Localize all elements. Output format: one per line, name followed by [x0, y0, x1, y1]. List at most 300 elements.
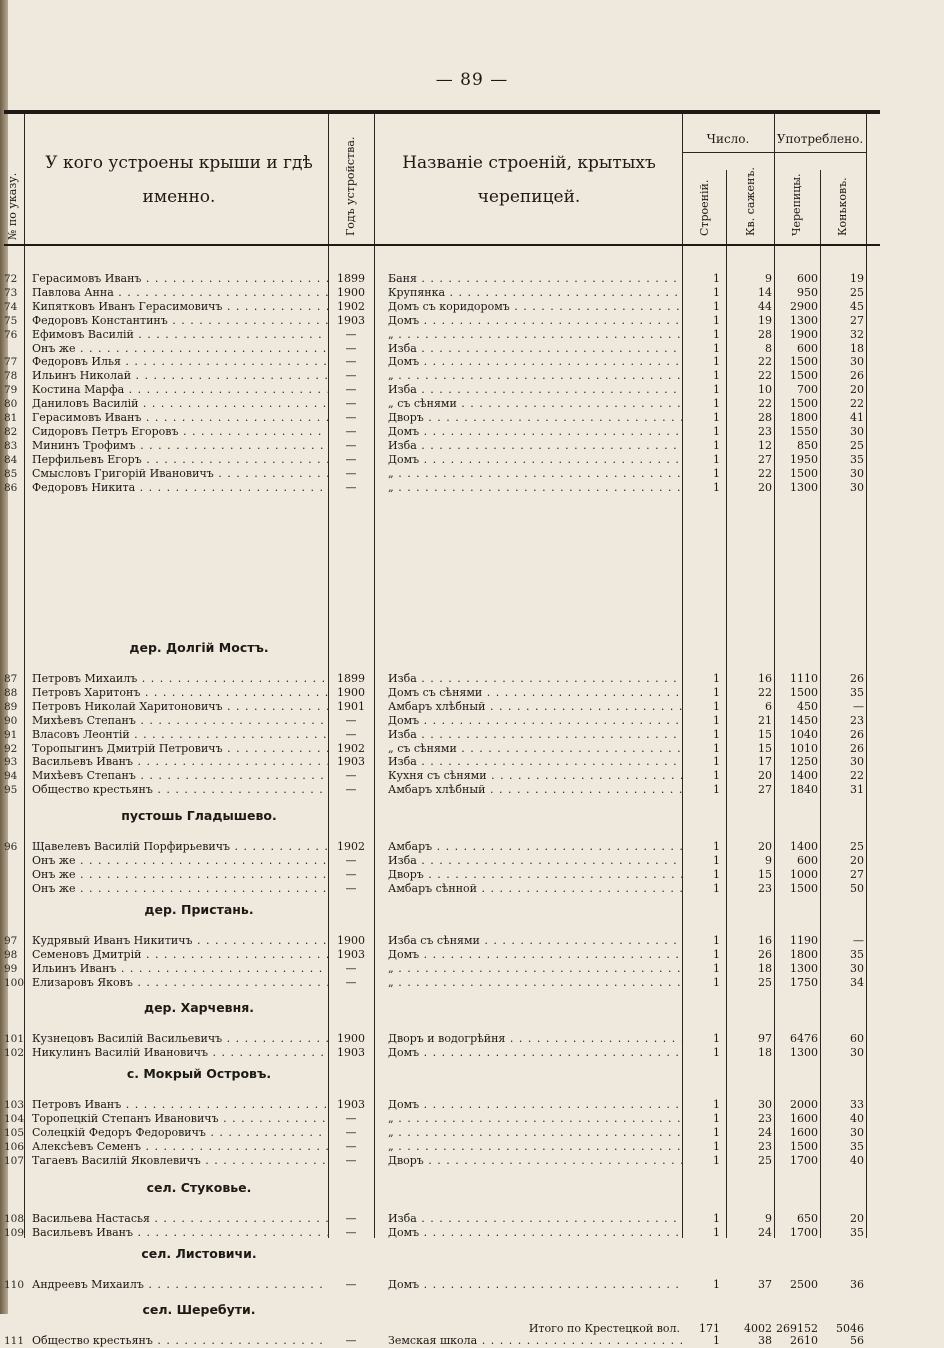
- building-count: 1: [713, 672, 720, 685]
- ridge-tiles-used: 60: [850, 1032, 864, 1045]
- building-name: Домъ . . .: [388, 948, 682, 962]
- table-row: [4, 383, 880, 397]
- row-number: 88: [4, 686, 18, 699]
- year-built: —: [345, 411, 357, 424]
- table-row: [4, 1046, 880, 1060]
- table-row: [4, 467, 880, 481]
- table-row: [4, 882, 880, 896]
- tiles-used: 1300: [790, 961, 818, 975]
- square-sazhen: 27: [758, 783, 772, 797]
- tiles-used: 850: [797, 438, 818, 452]
- tiles-used: 1900: [790, 327, 818, 341]
- ridge-tiles-used: 27: [850, 867, 864, 881]
- building-count: 1: [713, 466, 720, 480]
- ridge-tiles-used: 22: [850, 397, 864, 411]
- year-built: —: [345, 769, 357, 783]
- owner-name: Петровъ Иванъ . . .: [32, 1098, 328, 1112]
- ridge-tiles-used: 26: [850, 727, 864, 741]
- year-built: —: [345, 867, 357, 881]
- building-count: 1: [713, 727, 720, 741]
- owner-name: Ильинъ Иванъ . . .: [32, 962, 328, 976]
- building-count: 1: [713, 411, 720, 424]
- building-count: 1: [713, 285, 720, 299]
- square-sazhen: 12: [758, 438, 772, 452]
- owner-name: Даниловъ Василій . . .: [32, 397, 328, 411]
- ridge-tiles-used: 45: [850, 299, 864, 313]
- table-row: [4, 868, 880, 882]
- owner-name: Федоровъ Никита . . .: [32, 481, 328, 495]
- year-built: 1900: [337, 285, 365, 299]
- ridge-tiles-used: 34: [850, 975, 864, 989]
- row-number: 77: [4, 356, 18, 369]
- tiles-used: 1500: [790, 369, 818, 383]
- tiles-used: 1750: [790, 975, 818, 989]
- building-name: „ . . .: [388, 1126, 682, 1140]
- tiles-used: 2900: [790, 299, 818, 313]
- year-built: 1903: [337, 1098, 365, 1111]
- square-sazhen: 24: [758, 1225, 772, 1239]
- square-sazhen: 28: [758, 411, 772, 424]
- year-built: 1903: [337, 313, 365, 327]
- tiles-used: 1600: [790, 1125, 818, 1139]
- building-count: 1: [713, 341, 720, 355]
- building-name: Изба . . .: [388, 383, 682, 397]
- ridge-tiles-used: 31: [850, 783, 864, 797]
- row-number: 92: [4, 742, 18, 755]
- building-count: 1: [713, 961, 720, 975]
- building-name: „ . . .: [388, 962, 682, 976]
- building-count: 1: [713, 1125, 720, 1139]
- table-row: [4, 272, 880, 286]
- square-sazhen: 22: [758, 685, 772, 699]
- year-built: —: [345, 466, 357, 480]
- tiles-used: 1000: [790, 867, 818, 881]
- building-name: Дворъ . . .: [388, 868, 682, 882]
- year-built: —: [345, 341, 357, 355]
- building-name: Домъ . . .: [388, 453, 682, 467]
- year-built: 1903: [337, 1045, 365, 1059]
- owner-name: Смысловъ Григорій Ивановичъ . . .: [32, 467, 328, 481]
- building-name: Изба . . .: [388, 672, 682, 686]
- table-top-rule: [4, 110, 880, 114]
- row-number: 94: [4, 770, 18, 783]
- tiles-used: 2610: [790, 1334, 818, 1347]
- year-built: —: [345, 424, 357, 438]
- owner-name: Общество крестьянъ . . .: [32, 1334, 328, 1348]
- building-count: 1: [713, 713, 720, 727]
- square-sazhen: 21: [758, 713, 772, 727]
- owner-name: Солецкій Федоръ Федоровичъ . . .: [32, 1126, 328, 1140]
- year-built: —: [345, 397, 357, 411]
- table-row: [4, 300, 880, 314]
- building-name: Крупянка . . .: [388, 286, 682, 300]
- building-name: Амбаръ сѣнной . . .: [388, 882, 682, 896]
- building-count: 1: [713, 1278, 720, 1291]
- year-built: 1903: [337, 947, 365, 961]
- owner-name: Васильева Настасья . . .: [32, 1212, 328, 1226]
- year-built: —: [345, 1225, 357, 1239]
- ridge-tiles-used: 50: [850, 881, 864, 895]
- building-count: 1: [713, 881, 720, 895]
- ridge-tiles-used: 41: [850, 411, 864, 424]
- data-table: [4, 110, 880, 1347]
- table-row: [4, 1278, 880, 1292]
- year-built: —: [345, 480, 357, 494]
- row-number: 110: [4, 1279, 25, 1291]
- building-count: 1: [713, 741, 720, 755]
- building-name: Дворъ . . .: [388, 1154, 682, 1168]
- building-name: „ . . .: [388, 467, 682, 481]
- row-number: 74: [4, 300, 18, 313]
- total-ridge: 5046: [836, 1322, 864, 1335]
- owner-name: Онъ же . . .: [32, 854, 328, 868]
- tiles-used: 950: [797, 285, 818, 299]
- table-row: [4, 1098, 880, 1112]
- table-row: [4, 854, 880, 868]
- building-name: Домъ съ коридоромъ . . .: [388, 300, 682, 314]
- row-number: 106: [4, 1140, 25, 1153]
- total-count: 171: [699, 1322, 720, 1335]
- tiles-used: 2500: [790, 1278, 818, 1291]
- ridge-tiles-used: 35: [850, 947, 864, 961]
- building-count: 1: [713, 383, 720, 397]
- row-number: 84: [4, 453, 18, 466]
- square-sazhen: 26: [758, 947, 772, 961]
- tiles-used: 1700: [790, 1153, 818, 1167]
- tiles-used: 700: [797, 383, 818, 397]
- section-heading: сел. Шеребути.: [142, 1302, 256, 1317]
- year-built: —: [345, 327, 357, 341]
- row-number: 91: [4, 728, 18, 741]
- square-sazhen: 30: [758, 1098, 772, 1111]
- owner-name: Петровъ Николай Харитоновичъ . . .: [32, 700, 328, 714]
- square-sazhen: 6: [765, 699, 772, 713]
- year-built: —: [345, 1212, 357, 1225]
- building-count: 1: [713, 1334, 720, 1347]
- building-name: Домъ . . .: [388, 1098, 682, 1112]
- table-row: [4, 686, 880, 700]
- square-sazhen: 28: [758, 327, 772, 341]
- building-name: Изба . . .: [388, 1212, 682, 1226]
- table-row: [4, 755, 880, 769]
- ridge-tiles-used: 35: [850, 1139, 864, 1153]
- building-count: 1: [713, 685, 720, 699]
- year-built: —: [345, 1334, 357, 1347]
- table-row: [4, 425, 880, 439]
- square-sazhen: 38: [758, 1334, 772, 1347]
- tiles-used: 1500: [790, 466, 818, 480]
- tiles-used: 1190: [790, 934, 818, 947]
- building-count: 1: [713, 840, 720, 853]
- square-sazhen: 15: [758, 867, 772, 881]
- building-count: 1: [713, 853, 720, 867]
- ridge-tiles-used: 18: [850, 341, 864, 355]
- square-sazhen: 22: [758, 369, 772, 383]
- section-heading: пустошь Гладышево.: [121, 808, 277, 823]
- tiles-used: 600: [797, 853, 818, 867]
- building-name: „ . . .: [388, 369, 682, 383]
- ridge-tiles-used: 30: [850, 355, 864, 369]
- owner-name: Кузнецовъ Василій Васильевичъ . . .: [32, 1032, 328, 1046]
- building-count: 1: [713, 1111, 720, 1125]
- year-built: —: [345, 369, 357, 383]
- square-sazhen: 25: [758, 1153, 772, 1167]
- square-sazhen: 9: [765, 272, 772, 285]
- table-row: [4, 369, 880, 383]
- row-number: 83: [4, 439, 18, 452]
- year-built: —: [345, 975, 357, 989]
- square-sazhen: 17: [758, 755, 772, 769]
- building-name: Амбаръ . . .: [388, 840, 682, 854]
- building-name: Изба . . .: [388, 342, 682, 356]
- tiles-used: 1800: [790, 411, 818, 424]
- ridge-tiles-used: 36: [850, 1278, 864, 1291]
- ridge-tiles-used: —: [853, 699, 864, 713]
- tiles-used: 1040: [790, 727, 818, 741]
- section-heading: дер. Долгій Мостъ.: [129, 640, 269, 655]
- table-row: [4, 672, 880, 686]
- row-number: 85: [4, 467, 18, 480]
- owner-name: Онъ же . . .: [32, 868, 328, 882]
- year-built: —: [345, 1111, 357, 1125]
- row-number: 109: [4, 1226, 25, 1239]
- row-number: 86: [4, 481, 18, 494]
- building-count: 1: [713, 313, 720, 327]
- year-built: 1901: [337, 699, 365, 713]
- tiles-used: 1400: [790, 769, 818, 783]
- table-row: [4, 328, 880, 342]
- square-sazhen: 23: [758, 881, 772, 895]
- table-row: [4, 1140, 880, 1154]
- header-used-group: Употреблено.: [776, 132, 864, 146]
- building-count: 1: [713, 1212, 720, 1225]
- building-count: 1: [713, 867, 720, 881]
- total-sq: 4002: [744, 1322, 772, 1335]
- tiles-used: 1600: [790, 1111, 818, 1125]
- year-built: 1900: [337, 685, 365, 699]
- row-number: 87: [4, 673, 18, 685]
- tiles-used: 1950: [790, 452, 818, 466]
- tiles-used: 2000: [790, 1098, 818, 1111]
- table-row: [4, 355, 880, 369]
- row-number: 81: [4, 412, 18, 424]
- table-row: [4, 769, 880, 783]
- year-built: —: [345, 713, 357, 727]
- square-sazhen: 18: [758, 961, 772, 975]
- row-number: 95: [4, 784, 18, 797]
- year-built: 1899: [337, 672, 365, 685]
- building-name: Изба . . .: [388, 755, 682, 769]
- ridge-tiles-used: 35: [850, 685, 864, 699]
- row-number: 101: [4, 1033, 25, 1045]
- owner-name: Онъ же . . .: [32, 342, 328, 356]
- ridge-tiles-used: —: [853, 934, 864, 947]
- year-built: —: [345, 727, 357, 741]
- header-building: Названіе строеній, крытыхъ черепицей.: [402, 153, 656, 207]
- building-name: „ . . .: [388, 1112, 682, 1126]
- header-tiles: Черепицы.: [790, 173, 803, 236]
- tiles-used: 1450: [790, 713, 818, 727]
- owner-name: Кипятковъ Иванъ Герасимовичъ . . .: [32, 300, 328, 314]
- building-name: Изба . . .: [388, 728, 682, 742]
- square-sazhen: 9: [765, 1212, 772, 1225]
- year-built: —: [345, 1139, 357, 1153]
- square-sazhen: 23: [758, 1139, 772, 1153]
- owner-name: Кудрявый Иванъ Никитичъ . . .: [32, 934, 328, 948]
- ridge-tiles-used: 30: [850, 1045, 864, 1059]
- total-row: [4, 1322, 880, 1336]
- square-sazhen: 16: [758, 934, 772, 947]
- building-name: Изба съ сѣнями . . .: [388, 934, 682, 948]
- owner-name: Костина Марфа . . .: [32, 383, 328, 397]
- building-count: 1: [713, 934, 720, 947]
- ridge-tiles-used: 20: [850, 1212, 864, 1225]
- row-number: 93: [4, 756, 18, 769]
- year-built: 1902: [337, 840, 365, 853]
- building-count: 1: [713, 272, 720, 285]
- section-heading: с. Мокрый Островъ.: [126, 1066, 272, 1081]
- row-number: 98: [4, 948, 18, 961]
- owner-name: Федоровъ Илья . . .: [32, 355, 328, 369]
- building-count: 1: [713, 1225, 720, 1239]
- building-count: 1: [713, 369, 720, 383]
- square-sazhen: 37: [758, 1278, 772, 1291]
- tiles-used: 1500: [790, 355, 818, 369]
- building-count: 1: [713, 1045, 720, 1059]
- square-sazhen: 19: [758, 313, 772, 327]
- owner-name: Елизаровъ Яковъ . . .: [32, 976, 328, 990]
- building-name: Земская школа . . .: [388, 1334, 682, 1348]
- year-built: 1899: [337, 272, 365, 285]
- row-number: 72: [4, 273, 18, 285]
- row-number: 82: [4, 425, 18, 438]
- building-name: Домъ . . .: [388, 1046, 682, 1060]
- table-row: [4, 342, 880, 356]
- owner-name: Васильевъ Иванъ . . .: [32, 1226, 328, 1240]
- building-name: Дворъ . . .: [388, 411, 682, 425]
- year-built: —: [345, 438, 357, 452]
- total-tiles: 269152: [776, 1322, 818, 1335]
- square-sazhen: 24: [758, 1125, 772, 1139]
- tiles-used: 1010: [790, 741, 818, 755]
- ridge-tiles-used: 40: [850, 1153, 864, 1167]
- header-year: Годъ устройства.: [344, 136, 357, 236]
- building-count: 1: [713, 1032, 720, 1045]
- year-built: 1900: [337, 934, 365, 947]
- building-name: Кухня съ сѣнями . . .: [388, 769, 682, 783]
- owner-name: Михѣевъ Степанъ . . .: [32, 714, 328, 728]
- owner-name: Сидоровъ Петръ Егоровъ . . .: [32, 425, 328, 439]
- table-row: [4, 1112, 880, 1126]
- owner-name: Тагаевъ Василій Яковлевичъ . . .: [32, 1154, 328, 1168]
- row-number: 79: [4, 384, 18, 397]
- table-row: [4, 700, 880, 714]
- square-sazhen: 16: [758, 672, 772, 685]
- section-heading: дер. Пристань.: [144, 902, 254, 917]
- building-name: „ съ сѣнями . . .: [388, 397, 682, 411]
- header-ridge: Коньковъ.: [836, 177, 849, 236]
- owner-name: Федоровъ Константинъ . . .: [32, 314, 328, 328]
- header-count-group: Число.: [706, 132, 750, 146]
- ridge-tiles-used: 26: [850, 369, 864, 383]
- year-built: —: [345, 452, 357, 466]
- tiles-used: 1300: [790, 313, 818, 327]
- ridge-tiles-used: 26: [850, 741, 864, 755]
- building-name: „ . . .: [388, 1140, 682, 1154]
- tiles-used: 1800: [790, 947, 818, 961]
- table-row: [4, 481, 880, 495]
- owner-name: Торопыгинъ Дмитрій Петровичъ . . .: [32, 742, 328, 756]
- building-count: 1: [713, 327, 720, 341]
- page-number: — 89 —: [435, 70, 509, 90]
- ridge-tiles-used: 23: [850, 713, 864, 727]
- tiles-used: 1400: [790, 840, 818, 853]
- building-count: 1: [713, 699, 720, 713]
- row-number: 108: [4, 1213, 25, 1225]
- owner-name: Никулинъ Василій Ивановичъ . . .: [32, 1046, 328, 1060]
- owner-name: Петровъ Михаилъ . . .: [32, 672, 328, 686]
- table-row: [4, 1226, 880, 1240]
- ridge-tiles-used: 25: [850, 438, 864, 452]
- year-built: —: [345, 1153, 357, 1167]
- ridge-tiles-used: 33: [850, 1098, 864, 1111]
- square-sazhen: 20: [758, 480, 772, 494]
- ridge-tiles-used: 30: [850, 1125, 864, 1139]
- ridge-tiles-used: 32: [850, 327, 864, 341]
- tiles-used: 1110: [790, 672, 818, 685]
- square-sazhen: 20: [758, 769, 772, 783]
- building-name: Амбаръ хлѣбный . . .: [388, 700, 682, 714]
- square-sazhen: 27: [758, 452, 772, 466]
- year-built: —: [345, 383, 357, 397]
- row-number: 105: [4, 1126, 25, 1139]
- tiles-used: 6476: [790, 1032, 818, 1045]
- building-name: Изба . . .: [388, 439, 682, 453]
- ridge-tiles-used: 30: [850, 424, 864, 438]
- owner-name: Павлова Анна . . .: [32, 286, 328, 300]
- ridge-tiles-used: 25: [850, 840, 864, 853]
- row-number: 107: [4, 1154, 25, 1167]
- building-count: 1: [713, 975, 720, 989]
- ridge-tiles-used: 25: [850, 285, 864, 299]
- owner-name: Алексѣевъ Семенъ . . .: [32, 1140, 328, 1154]
- table-row: [4, 742, 880, 756]
- table-row: [4, 314, 880, 328]
- tiles-used: 1250: [790, 755, 818, 769]
- tiles-used: 650: [797, 1212, 818, 1225]
- section-heading: сел. Листовичи.: [141, 1246, 257, 1261]
- building-count: 1: [713, 480, 720, 494]
- building-name: „ съ сѣнями . . .: [388, 742, 682, 756]
- ridge-tiles-used: 56: [850, 1334, 864, 1347]
- subheader-rule: [682, 152, 866, 153]
- building-name: „ . . .: [388, 976, 682, 990]
- ridge-tiles-used: 22: [850, 769, 864, 783]
- building-count: 1: [713, 452, 720, 466]
- header-sq: Кв. саженъ.: [744, 167, 757, 236]
- table-row: [4, 948, 880, 962]
- ridge-tiles-used: 30: [850, 466, 864, 480]
- square-sazhen: 15: [758, 741, 772, 755]
- building-name: Домъ . . .: [388, 355, 682, 369]
- square-sazhen: 10: [758, 383, 772, 397]
- row-number: 111: [4, 1335, 25, 1347]
- square-sazhen: 18: [758, 1045, 772, 1059]
- table-row: [4, 453, 880, 467]
- table-row: [4, 1154, 880, 1168]
- tiles-used: 1840: [790, 783, 818, 797]
- year-built: —: [345, 355, 357, 369]
